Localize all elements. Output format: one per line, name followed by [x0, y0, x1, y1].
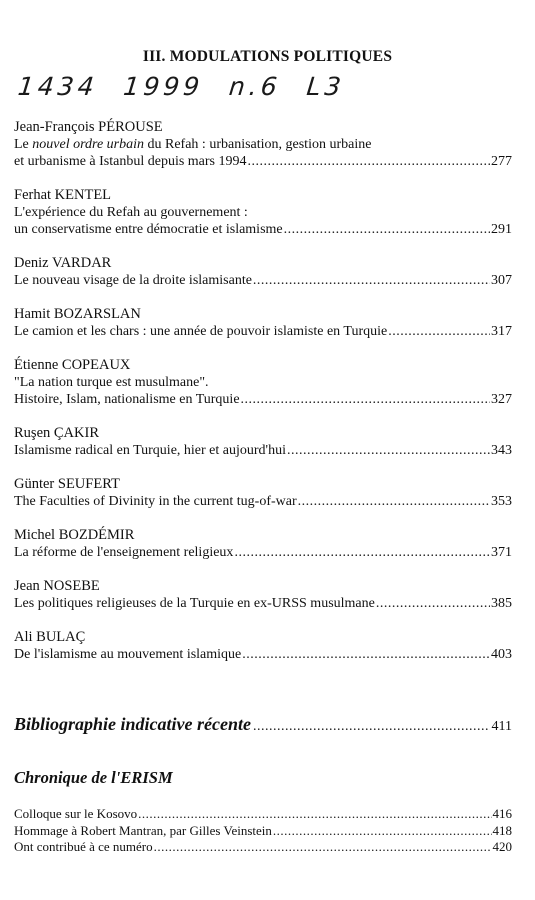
chronique-item-text: Colloque sur le Kosovo	[14, 806, 138, 821]
article-title-text	[14, 493, 297, 510]
bibliography-entry[interactable]	[14, 714, 512, 735]
page-number: 317	[491, 324, 512, 339]
article-title-text	[14, 544, 233, 561]
article-title-line	[14, 374, 512, 391]
toc-entry[interactable]	[14, 578, 512, 612]
author-name: Hamit BOZARSLAN	[14, 306, 141, 322]
article-title-line	[14, 221, 512, 238]
dot-leader	[388, 323, 490, 340]
toc-entry[interactable]	[14, 527, 512, 561]
article-title-line	[14, 544, 512, 561]
toc-entry[interactable]	[14, 187, 512, 238]
title-segment: Islamisme radical en Turquie, hier et aujourd'hui	[14, 443, 286, 458]
author-name: Deniz VARDAR	[14, 255, 112, 271]
title-segment: L'expérience du Refah au gouvernement :	[14, 205, 248, 220]
dot-leader	[253, 272, 490, 289]
author-name: Jean NOSEBE	[14, 578, 100, 594]
page-number: 403	[491, 647, 512, 662]
title-segment: un conservatisme entre démocratie et islamisme	[14, 222, 283, 237]
title-segment: du Refah : urbanisation, gestion urbaine	[144, 137, 372, 152]
dot-leader	[138, 806, 491, 823]
article-title-text	[14, 595, 375, 612]
article-title-line	[14, 272, 512, 289]
chronique-item[interactable]	[14, 823, 512, 840]
dot-leader	[273, 823, 492, 840]
article-title-line	[14, 136, 512, 153]
handwritten-note: 1434 1999 n.6 L3	[16, 72, 347, 101]
dot-leader	[242, 646, 490, 663]
page-number: 416	[492, 806, 512, 821]
page-number: 420	[492, 839, 512, 854]
article-title-text	[14, 136, 371, 153]
toc-entry[interactable]	[14, 119, 512, 170]
bibliography-title: Bibliographie indicative récente	[14, 714, 251, 734]
title-segment: Le nouveau visage de la droite islamisante	[14, 273, 252, 288]
title-segment: "La nation turque est musulmane".	[14, 375, 209, 390]
toc-entry[interactable]	[14, 476, 512, 510]
page-number: 371	[491, 545, 512, 560]
dot-leader	[253, 719, 490, 735]
chronique-title: Chronique de l'ERISM	[14, 768, 173, 787]
title-italic-segment: nouvel ordre urbain	[32, 137, 144, 152]
title-segment: Le	[14, 137, 33, 152]
page-number: 411	[491, 719, 512, 734]
dot-leader	[241, 391, 490, 408]
toc-entry[interactable]	[14, 306, 512, 340]
article-title-text	[14, 374, 209, 391]
toc-entry[interactable]	[14, 629, 512, 663]
author-name: Günter SEUFERT	[14, 476, 120, 492]
dot-leader	[248, 153, 490, 170]
page-number: 291	[491, 222, 512, 237]
title-segment: Les politiques religieuses de la Turquie en ex-URSS musulmane	[14, 596, 375, 611]
toc-entry[interactable]	[14, 425, 512, 459]
article-title-line	[14, 595, 512, 612]
author-name: Ruşen ÇAKIR	[14, 425, 99, 441]
toc-entry[interactable]	[14, 357, 512, 408]
article-title-line	[14, 442, 512, 459]
toc-entry[interactable]	[14, 255, 512, 289]
title-segment: De l'islamisme au mouvement islamique	[14, 647, 242, 662]
chronique-list	[14, 806, 512, 856]
dot-leader	[234, 544, 490, 561]
dot-leader	[287, 442, 490, 459]
author-name: Jean-François PÉROUSE	[14, 119, 163, 135]
title-segment: La réforme de l'enseignement religieux	[14, 545, 234, 560]
article-title-line	[14, 204, 512, 221]
title-segment: et urbanisme à Istanbul depuis mars 1994	[14, 154, 247, 169]
dot-leader	[154, 839, 492, 856]
page-number: 385	[491, 596, 512, 611]
article-title-line	[14, 493, 512, 510]
article-title-text	[14, 272, 252, 289]
author-name: Ferhat KENTEL	[14, 187, 112, 203]
page-number: 353	[491, 494, 512, 509]
article-title-line	[14, 646, 512, 663]
article-title-text	[14, 323, 387, 340]
page-number: 277	[491, 154, 512, 169]
section-title: III. MODULATIONS POLITIQUES	[142, 48, 393, 65]
title-segment: Le camion et les chars : une année de pouvoir islamiste en Turquie	[14, 324, 388, 339]
chronique-item-text: Ont contribué à ce numéro	[14, 839, 153, 854]
author-name: Étienne COPEAUX	[14, 357, 131, 373]
article-title-text	[14, 221, 283, 238]
article-title-line	[14, 153, 512, 170]
chronique-item[interactable]	[14, 806, 512, 823]
author-name: Ali BULAÇ	[14, 629, 86, 645]
title-segment: The Faculties of Divinity in the current tug-of-war	[14, 494, 297, 509]
article-title-line	[14, 323, 512, 340]
table-of-contents	[14, 119, 512, 680]
dot-leader	[376, 595, 490, 612]
author-name: Michel BOZDÉMIR	[14, 527, 135, 543]
dot-leader	[298, 493, 490, 510]
chronique-item-text: Hommage à Robert Mantran, par Gilles Veinstein	[14, 822, 272, 838]
page-number: 327	[491, 392, 512, 407]
page-number: 343	[491, 443, 512, 458]
page-number: 307	[491, 273, 512, 288]
chronique-item[interactable]	[14, 839, 512, 856]
page-number: 418	[492, 822, 512, 838]
article-title-text	[14, 646, 241, 663]
title-segment: Histoire, Islam, nationalisme en Turquie	[14, 392, 240, 407]
article-title-text	[14, 391, 240, 408]
article-title-text	[14, 153, 247, 170]
article-title-line	[14, 391, 512, 408]
article-title-text	[14, 204, 248, 221]
dot-leader	[284, 221, 490, 238]
article-title-text	[14, 442, 286, 459]
